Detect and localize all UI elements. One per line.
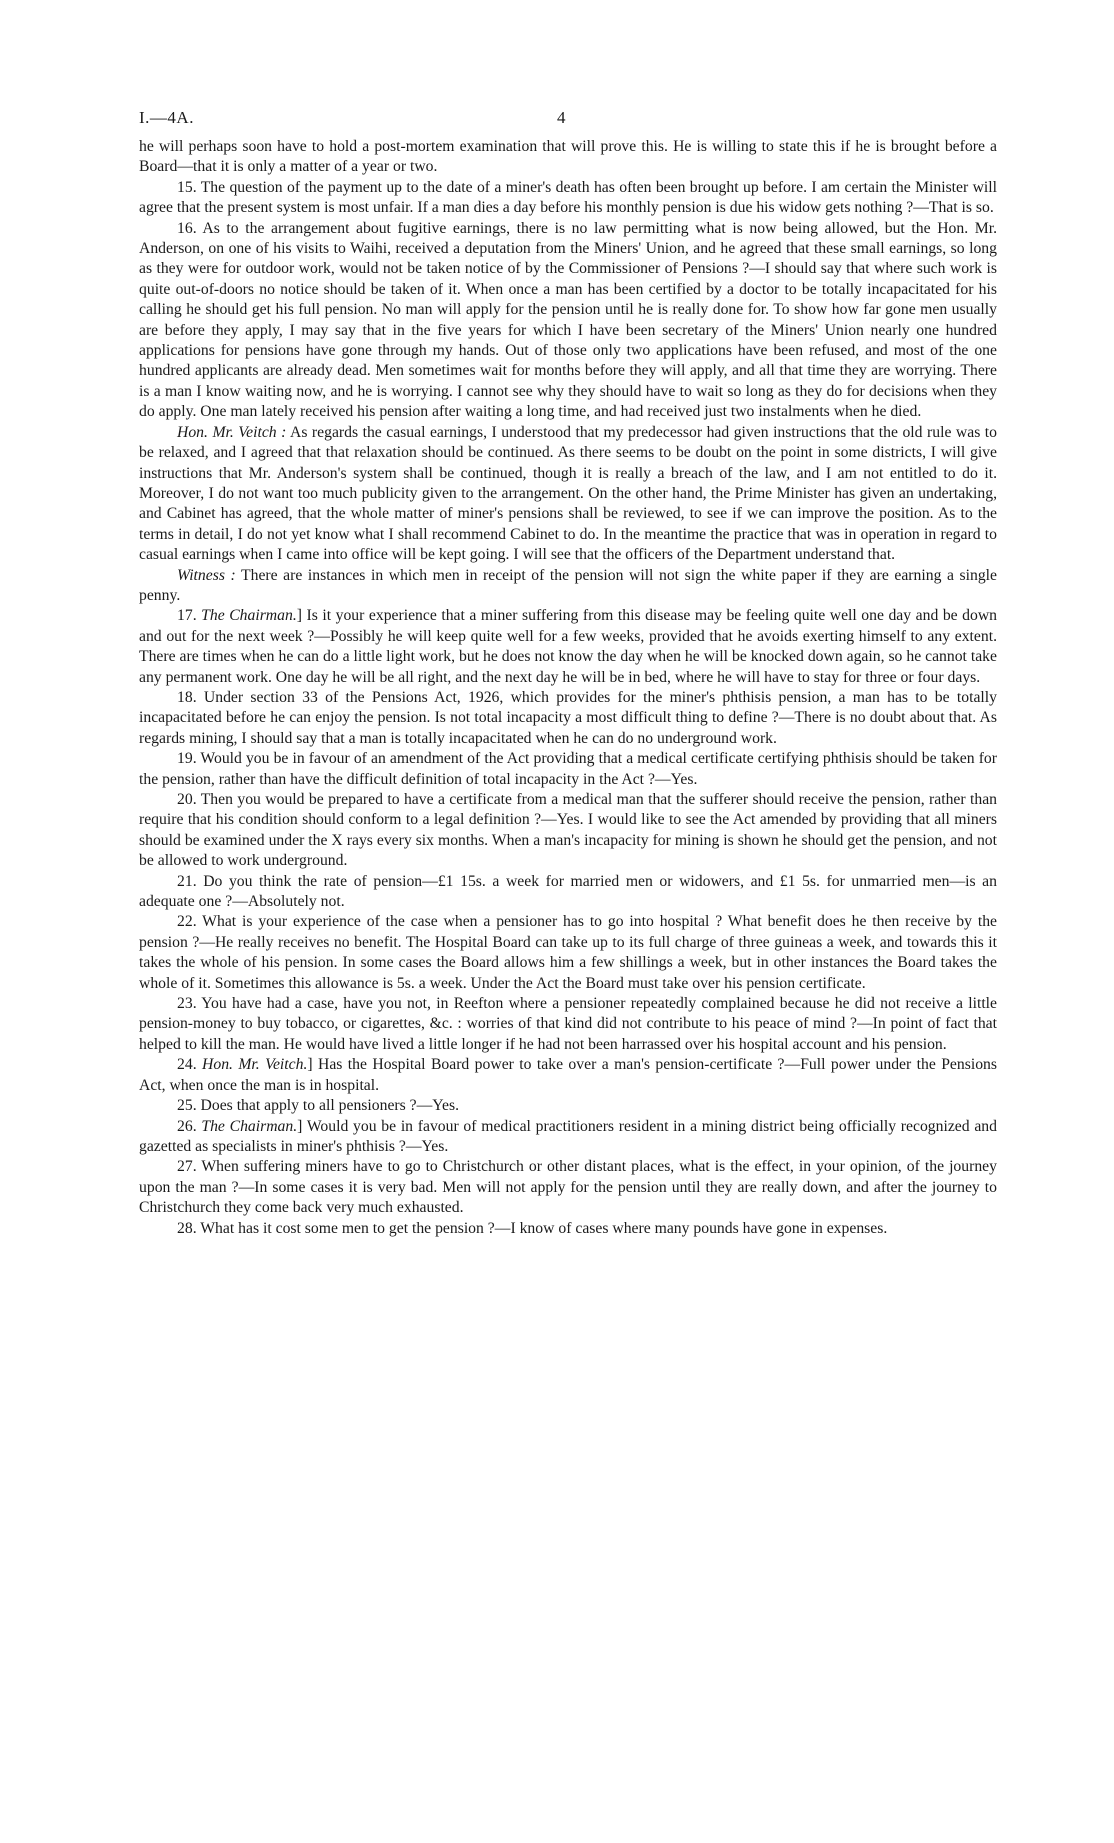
paragraph: 20. Then you would be prepared to have a certificate from a medical man that the sufferer should receive the pension, rather than require that his condition should conform to a legal definition ?—Yes. I would like to see the Act amended by providing that all miners should be examined under the X rays every six months. When a man's incapacity for mining is shown he should get the pension, and not be allowed to work underground. (139, 791, 997, 870)
paragraph: Hon. Mr. Veitch : As regards the casual earnings, I understood that my predecessor had given instructions that the old rule was to be relaxed, and I agreed that that relaxation should be continued. As there seems to be doubt on the point in some districts, I will give instructions that Mr. Anderson's system shall be continued, though it is really a breach of the law, and I am not entitled to do it. Moreover, I do not want too much publicity given to the arrangement. On the other hand, the Prime Minister has given an undertaking, and Cabinet has agreed, that the whole matter of miner's pensions shall be reviewed, to see if we can improve the position. As to the terms in detail, I do not yet know what I shall recommend Cabinet to do. In the meantime the practice that was in operation in regard to casual earnings when I came into office will be kept going. I will see that the officers of the Department understand that. (139, 423, 997, 564)
speaker-name: The Chairman. (201, 1117, 298, 1135)
document-body (139, 137, 997, 1239)
paragraph: 24. Hon. Mr. Veitch.] Has the Hospital Board power to take over a man's pension-certificate ?—Full power under the Pensions Act, when once the man is in hospital. (139, 1056, 997, 1094)
paragraph: 16. As to the arrangement about fugitive earnings, there is no law permitting what is now being allowed, but the Hon. Mr. Anderson, on one of his visits to Waihi, received a deputation from the Miners' Union, and he agreed that these small earnings, so long as they were for outdoor work, would not be taken notice of by the Commissioner of Pensions ?—I should say that where such work is quite out-of-doors no notice should be taken of it. When once a man has been certified by a doctor to be totally incapacitated for his calling he should get his full pension. No man will apply for the pension until he is really done for. To show how far gone men usually are before they apply, I may say that in the five years for which I have been secretary of the Miners' Union nearly one hundred applications for pensions have gone through my hands. Out of those only two applications have been refused, and most of the one hundred applicants are already dead. Men sometimes wait for months before they will apply, and all that time they are worrying. There is a man I know waiting now, and he is worrying. I cannot see why they should have to wait so long as they do for decisions when they do apply. One man lately received his pension after waiting a long time, and had received just two instalments when he died. (139, 219, 997, 421)
paragraph: 23. You have had a case, have you not, in Reefton where a pensioner repeatedly complained because he did not receive a little pension-money to buy tobacco, or cigarettes, &c. : worries of that kind did not contribute to his peace of mind ?—In point of fact that helped to kill the man. He would have lived a little longer if he had not been harrassed over his hospital account and his pension. (139, 995, 997, 1053)
paragraph: 22. What is your experience of the case when a pensioner has to go into hospital ? What benefit does he then receive by the pension ?—He really receives no benefit. The Hospital Board can take up to its full charge of three guineas a week, and towards this it takes the whole of his pension. In some cases the Board allows him a few shillings a week, but in other instances the Board takes the whole of it. Sometimes this allowance is 5s. a week. Under the Act the Board must take over his pension certificate. (139, 913, 997, 992)
paragraph: 27. When suffering miners have to go to Christchurch or other distant places, what is the effect, in your opinion, of the journey upon the man ?—In some cases it is very bad. Men will not apply for the pension until they are really down, and after the journey to Christchurch they come back very much exhausted. (139, 1158, 997, 1217)
page-header (139, 108, 997, 132)
paragraph: he will perhaps soon have to hold a post-mortem examination that will prove this. He is willing to state this if he is brought before a Board—that it is only a matter of a year or two. (139, 138, 997, 176)
page-number: 4 (557, 108, 566, 127)
speaker-name: Hon. Mr. Veitch : (177, 423, 287, 441)
paragraph: 26. The Chairman.] Would you be in favour of medical practitioners resident in a mining district being officially recognized and gazetted as specialists in miner's phthisis ?—Yes. (139, 1117, 997, 1155)
paragraph: 18. Under section 33 of the Pensions Act, 1926, which provides for the miner's phthisis pension, a man has to be totally incapacitated before he can enjoy the pension. Is not total incapacity a most difficult thing to define ?—There is no doubt about that. As regards mining, I should say that a man is totally incapacitated when he can do no underground work. (139, 688, 997, 747)
paragraph: 15. The question of the payment up to the date of a miner's death has often been brought up before. I am certain the Minister will agree that the present system is most unfair. If a man dies a day before his monthly pension is due his widow gets nothing ?—That is so. (139, 178, 997, 217)
paragraph: 19. Would you be in favour of an amendment of the Act providing that a medical certificate certifying phthisis should be taken for the pension, rather than have the difficult definition of total incapacity in the Act ?—Yes. (139, 750, 997, 788)
running-head: I.—4A. (139, 108, 194, 127)
speaker-name: Witness : (177, 566, 236, 584)
speaker-name: The Chairman. (201, 607, 297, 625)
paragraph: 28. What has it cost some men to get the pension ?—I know of cases where many pounds have gone in expenses. (177, 1219, 888, 1237)
speaker-name: Hon. Mr. Veitch. (202, 1056, 308, 1074)
paragraph: 25. Does that apply to all pensioners ?—Yes. (177, 1097, 460, 1115)
paragraph: Witness : There are instances in which men in receipt of the pension will not sign the white paper if they are earning a single penny. (139, 566, 997, 604)
paragraph: 21. Do you think the rate of pension—£1 15s. a week for married men or widowers, and £1 5s. for unmarried men—is an adequate one ?—Absolutely not. (139, 872, 997, 911)
paragraph: 17. The Chairman.] Is it your experience that a miner suffering from this disease may be feeling quite well one day and be down and out for the next week ?—Possibly he will keep quite well for a few weeks, provided that he avoids exerting himself to any extent. There are times when he can do a little light work, but he does not know the day when he will be knocked down again, so he cannot take any permanent work. One day he will be all right, and the next day he will be in bed, where he will have to stay for three or four days. (139, 607, 998, 686)
